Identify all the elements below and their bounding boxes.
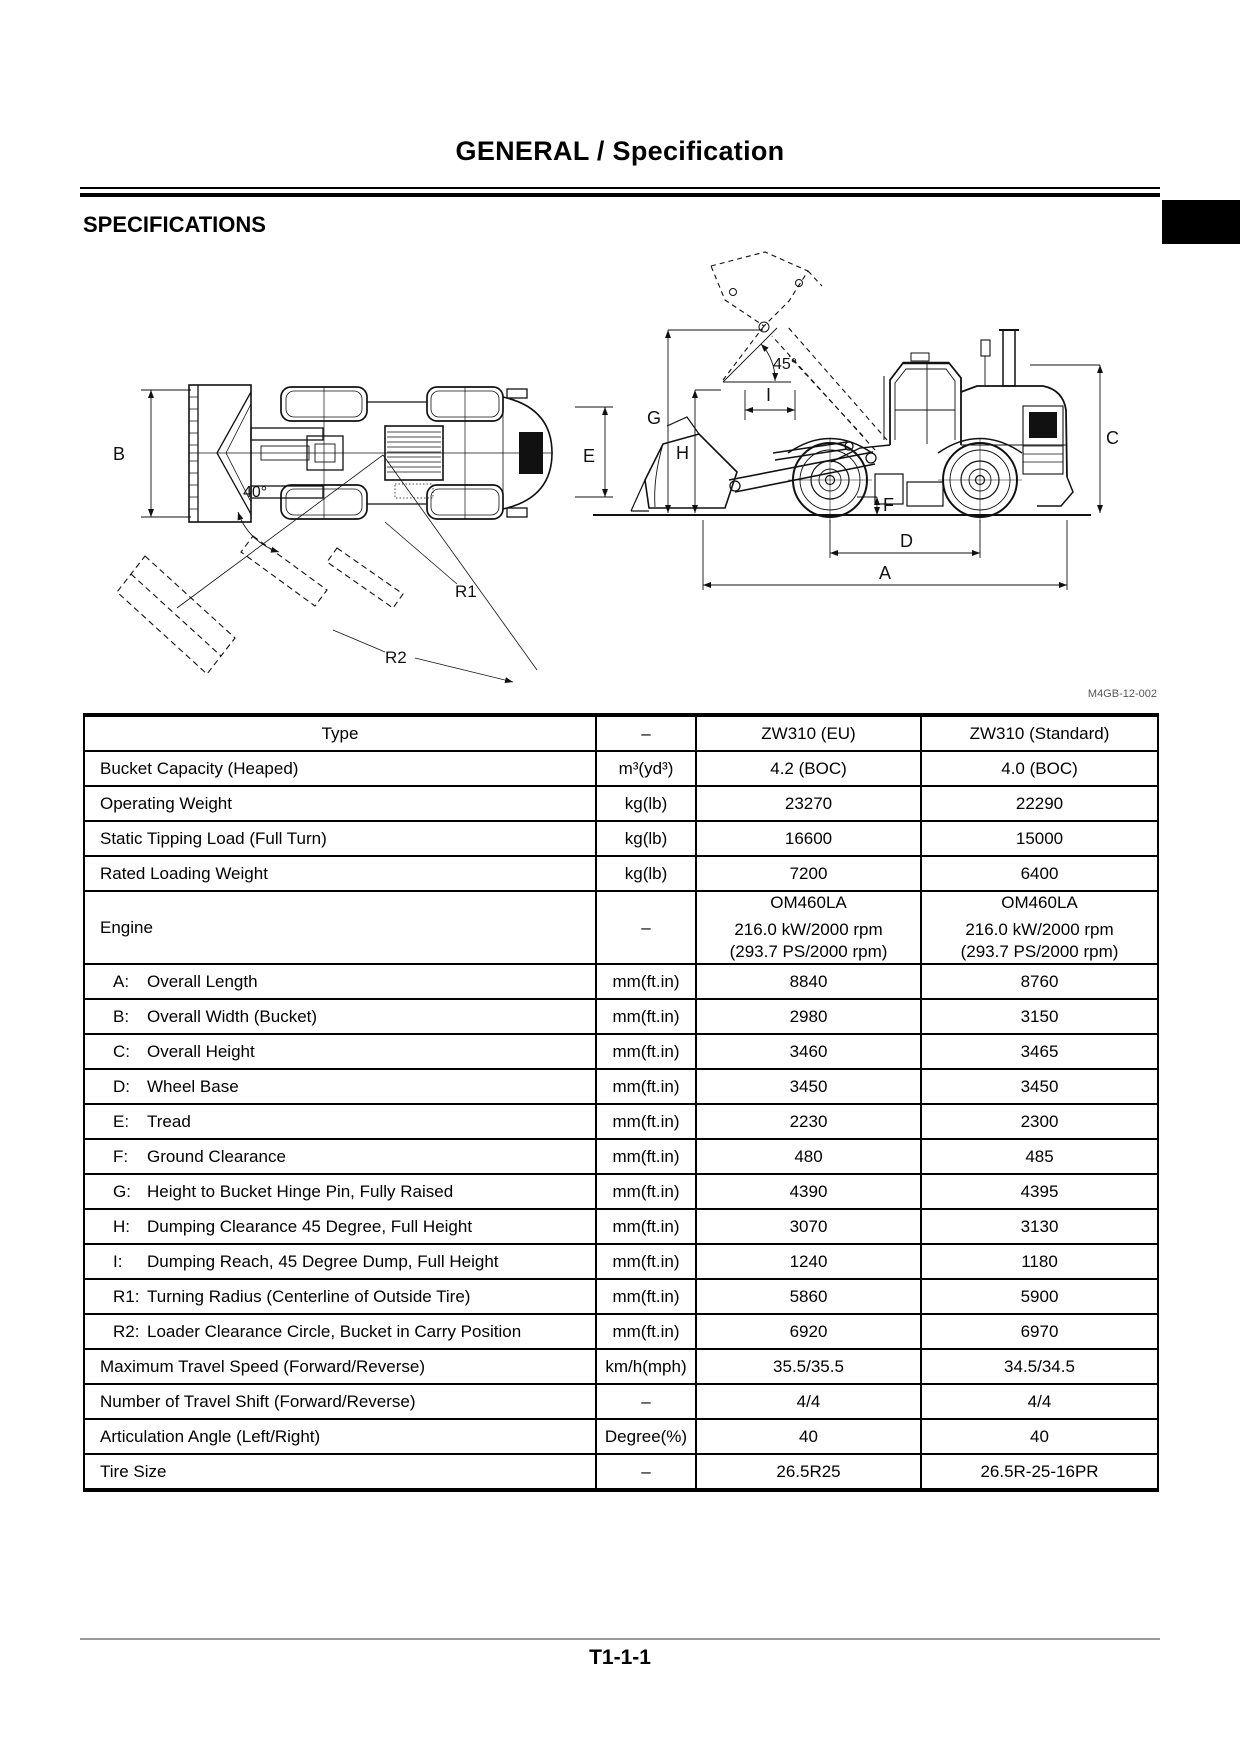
table-row: [84, 1419, 1158, 1454]
spec-unit: mm(ft.in): [596, 1104, 696, 1139]
spec-unit: mm(ft.in): [596, 1314, 696, 1349]
header-col-std: ZW310 (Standard): [921, 715, 1158, 751]
spec-value-std: 3450: [921, 1069, 1158, 1104]
label-r2: R2: [385, 648, 407, 667]
spec-value-eu: 4390: [696, 1174, 921, 1209]
label-45deg: 45°: [773, 356, 798, 373]
side-view-figure: [575, 240, 1130, 620]
spec-value-std: 34.5/34.5: [921, 1349, 1158, 1384]
spec-unit: mm(ft.in): [596, 1069, 696, 1104]
table-row: [84, 1069, 1158, 1104]
spec-label-text: Loader Clearance Circle, Bucket in Carry Position: [147, 1321, 522, 1341]
dim-letter: B:: [113, 1006, 130, 1026]
front-wheel: [788, 438, 872, 522]
spec-label: [84, 1279, 596, 1314]
table-row: [84, 751, 1158, 786]
dim-letter: F:: [113, 1146, 129, 1166]
spec-label: [84, 1244, 596, 1279]
spec-label: [84, 1034, 596, 1069]
table-row: [84, 1279, 1158, 1314]
spec-value-std: 22290: [921, 786, 1158, 821]
dimension-lines: [575, 330, 1100, 590]
spec-label-text: Rated Loading Weight: [100, 863, 268, 883]
spec-label: [84, 891, 596, 964]
header-double-rule: [80, 187, 1160, 197]
spec-label-text: Height to Bucket Hinge Pin, Fully Raised: [147, 1181, 454, 1201]
spec-value-std: 4395: [921, 1174, 1158, 1209]
spec-label-text: Articulation Angle (Left/Right): [100, 1426, 321, 1446]
label-c: C: [1106, 428, 1119, 448]
spec-label: [84, 964, 596, 999]
spec-unit: Degree(%): [596, 1419, 696, 1454]
spec-value-eu: 4/4: [696, 1384, 921, 1419]
spec-value-std: 40: [921, 1419, 1158, 1454]
spec-label-text: Static Tipping Load (Full Turn): [100, 828, 327, 848]
spec-label-text: Tread: [147, 1111, 191, 1131]
header-type: Type: [84, 715, 596, 751]
table-row: [84, 786, 1158, 821]
spec-label-text: Dumping Reach, 45 Degree Dump, Full Height: [147, 1251, 499, 1271]
table-row: [84, 856, 1158, 891]
dim-letter: C:: [113, 1041, 130, 1061]
spec-value-eu: 2980: [696, 999, 921, 1034]
spec-value-eu: 3450: [696, 1069, 921, 1104]
articulated-position-dashed: [117, 536, 403, 674]
label-i: I: [766, 385, 772, 405]
spec-value-std: 1180: [921, 1244, 1158, 1279]
spec-label: [84, 1174, 596, 1209]
table-row: [84, 1174, 1158, 1209]
table-row: [84, 999, 1158, 1034]
label-g: G: [647, 408, 662, 428]
spec-label-text: Overall Height: [147, 1041, 255, 1061]
table-row: [84, 1349, 1158, 1384]
spec-unit: –: [596, 1384, 696, 1419]
spec-label: [84, 856, 596, 891]
rear-wheel: [938, 438, 1022, 522]
spec-unit: mm(ft.in): [596, 964, 696, 999]
spec-label-text: Overall Length: [147, 971, 258, 991]
dim-letter: G:: [113, 1181, 131, 1201]
engine-deck-top-view: [385, 426, 443, 498]
raised-bucket-dashed: [711, 252, 887, 450]
table-row: [84, 891, 1158, 964]
dim-letter: R1:: [113, 1286, 140, 1306]
section-title: SPECIFICATIONS: [83, 212, 266, 237]
spec-value-std: OM460LA 216.0 kW/2000 rpm (293.7 PS/2000 rpm): [921, 891, 1158, 964]
spec-value-std: 6970: [921, 1314, 1158, 1349]
spec-value-std: 485: [921, 1139, 1158, 1174]
spec-label-text: Turning Radius (Centerline of Outside Tire): [147, 1286, 471, 1306]
spec-value-std: 6400: [921, 856, 1158, 891]
spec-label-text: Number of Travel Shift (Forward/Reverse): [100, 1391, 416, 1411]
header-col-eu: ZW310 (EU): [696, 715, 921, 751]
spec-unit: mm(ft.in): [596, 1209, 696, 1244]
table-row: [84, 1139, 1158, 1174]
dim-letter: I:: [113, 1251, 123, 1271]
spec-unit: –: [596, 891, 696, 964]
spec-label-text: Ground Clearance: [147, 1146, 286, 1166]
dim-letter: D:: [113, 1076, 130, 1096]
dim-letter: A:: [113, 971, 130, 991]
spec-unit: kg(lb): [596, 786, 696, 821]
specifications-table: [83, 713, 1159, 1492]
dim-letter: H:: [113, 1216, 130, 1236]
spec-label: [84, 821, 596, 856]
label-h: H: [676, 443, 689, 463]
table-row: [84, 1384, 1158, 1419]
spec-label: [84, 1139, 596, 1174]
spec-value-eu: 40: [696, 1419, 921, 1454]
dim-letter: R2:: [113, 1321, 140, 1341]
table-row: [84, 1209, 1158, 1244]
spec-value-std: 3130: [921, 1209, 1158, 1244]
header-unit: –: [596, 715, 696, 751]
spec-label: [84, 1384, 596, 1419]
table-row: [84, 964, 1158, 999]
spec-value-eu: 16600: [696, 821, 921, 856]
spec-value-eu: 35.5/35.5: [696, 1349, 921, 1384]
spec-unit: –: [596, 1454, 696, 1490]
spec-value-eu: 3460: [696, 1034, 921, 1069]
label-40deg: 40°: [243, 484, 268, 501]
cab: [884, 353, 961, 445]
dimension-figure: [0, 230, 1240, 710]
spec-value-std: 8760: [921, 964, 1158, 999]
spec-value-std: 3465: [921, 1034, 1158, 1069]
table-row: [84, 1454, 1158, 1490]
spec-table-body: [84, 751, 1158, 1490]
spec-value-eu: 6920: [696, 1314, 921, 1349]
spec-value-eu: 7200: [696, 856, 921, 891]
spec-label: [84, 1454, 596, 1490]
spec-unit: mm(ft.in): [596, 1139, 696, 1174]
spec-value-eu: 4.2 (BOC): [696, 751, 921, 786]
spec-value-std: 4/4: [921, 1384, 1158, 1419]
spec-unit: km/h(mph): [596, 1349, 696, 1384]
dim-b: [141, 390, 191, 517]
spec-label: [84, 1419, 596, 1454]
spec-label-text: Maximum Travel Speed (Forward/Reverse): [100, 1356, 425, 1376]
spec-label-text: Dumping Clearance 45 Degree, Full Height: [147, 1216, 473, 1236]
page-number: T1-1-1: [589, 1646, 651, 1669]
spec-unit: kg(lb): [596, 821, 696, 856]
bucket-lowered: [631, 417, 737, 511]
spec-value-std: 26.5R-25-16PR: [921, 1454, 1158, 1490]
table-row: [84, 821, 1158, 856]
spec-value-eu: 3070: [696, 1209, 921, 1244]
spec-label: [84, 786, 596, 821]
figure-code: M4GB-12-002: [1087, 688, 1157, 700]
spec-value-eu: 1240: [696, 1244, 921, 1279]
spec-label-text: Bucket Capacity (Heaped): [100, 758, 299, 778]
spec-unit: mm(ft.in): [596, 999, 696, 1034]
spec-unit: m³(yd³): [596, 751, 696, 786]
spec-value-eu: 5860: [696, 1279, 921, 1314]
table-header-row: [84, 715, 1158, 751]
spec-value-std: 3150: [921, 999, 1158, 1034]
table-row: [84, 1314, 1158, 1349]
page-title: GENERAL / Specification: [455, 136, 785, 166]
spec-value-eu: 2230: [696, 1104, 921, 1139]
spec-label-text: Overall Width (Bucket): [147, 1006, 318, 1026]
spec-unit: kg(lb): [596, 856, 696, 891]
spec-label-text: Wheel Base: [147, 1076, 239, 1096]
spec-label: [84, 1349, 596, 1384]
spec-label-text: Tire Size: [100, 1461, 167, 1481]
dim-letter: E:: [113, 1111, 130, 1131]
spec-label: [84, 999, 596, 1034]
label-r1: R1: [455, 582, 477, 601]
spec-label: [84, 1069, 596, 1104]
table-row: [84, 1104, 1158, 1139]
spec-label-text: Operating Weight: [100, 793, 232, 813]
top-view-figure: [85, 340, 575, 700]
footer-rule: [80, 1638, 1160, 1640]
spec-label: [84, 1104, 596, 1139]
bucket-top-view: [189, 385, 251, 522]
spec-value-eu: 26.5R25: [696, 1454, 921, 1490]
spec-unit: mm(ft.in): [596, 1034, 696, 1069]
spec-unit: mm(ft.in): [596, 1244, 696, 1279]
spec-value-std: 15000: [921, 821, 1158, 856]
spec-value-eu: 480: [696, 1139, 921, 1174]
spec-value-std: 4.0 (BOC): [921, 751, 1158, 786]
spec-label: [84, 1209, 596, 1244]
spec-value-std: 5900: [921, 1279, 1158, 1314]
label-a: A: [879, 563, 892, 583]
spec-value-eu: 8840: [696, 964, 921, 999]
table-row: [84, 1034, 1158, 1069]
spec-label: [84, 1314, 596, 1349]
table-row: [84, 1244, 1158, 1279]
spec-value-eu: OM460LA 216.0 kW/2000 rpm (293.7 PS/2000 rpm): [696, 891, 921, 964]
label-d: D: [900, 531, 913, 551]
label-b: B: [113, 444, 126, 464]
spec-unit: mm(ft.in): [596, 1279, 696, 1314]
spec-value-std: 2300: [921, 1104, 1158, 1139]
spec-value-eu: 23270: [696, 786, 921, 821]
spec-label-text: Engine: [100, 917, 153, 937]
spec-label: [84, 751, 596, 786]
label-f: F: [883, 495, 894, 515]
spec-unit: mm(ft.in): [596, 1174, 696, 1209]
label-e: E: [583, 446, 596, 466]
